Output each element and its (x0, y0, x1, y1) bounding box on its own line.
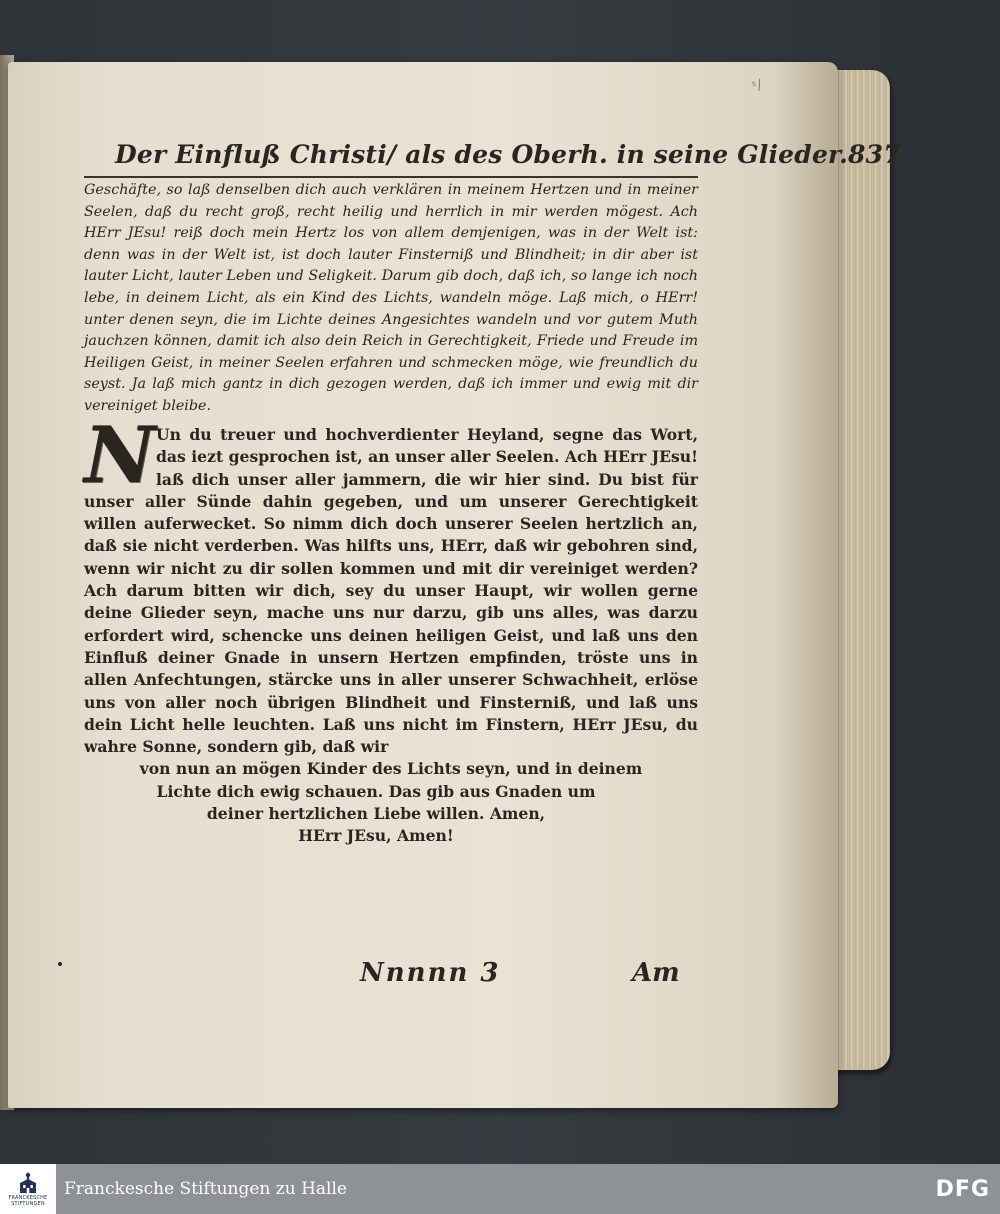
closing-prayer (84, 410, 698, 848)
logo-text-line-1: FRANCKESCHE (8, 1195, 48, 1201)
footer-bar (0, 1164, 1000, 1214)
dfg-logo[interactable]: DFG (935, 1176, 990, 1202)
prayer-paragraph: Geschäfte, so laß denselben dich auch verklären in meinem Hertzen und in meiner Seelen, daß du recht groß, recht heilig und herrlich in mir werden mögest. Ach HErr JEsu! reiß doch mein Hertz los von allem demjenigen, was in der Welt ist: denn was in der Welt ist, ist doch lauter Finsterniß und Blindheit; in dir aber ist lauter Licht, lauter Leben und Seligkeit. Darum gib doch, daß ich, so lange ich noch lebe, in deinem Licht, als ein Kind des Lichts, wandeln möge. Laß mich, o HErr! unter denen seyn, die im Lichte deines Angesichtes wandeln und vor gutem Muth jauchzen können, damit ich also dein Reich in Gerechtigkeit, Friede und Freude im Heiligen Geist, in meiner Seelen erfahren und schmecken möge, wie freundlich du seyst. Ja laß mich gantz in dich gezogen werden, daß ich immer und ewig mit dir vereiniget bleibe. (84, 182, 698, 414)
ink-speck (58, 962, 62, 966)
logo-text-line-2: STIFTUNGEN (11, 1201, 45, 1207)
drop-cap: N (84, 410, 156, 501)
closing-line-4: HErr JEsu, Amen! (298, 826, 454, 846)
catchword: Am (632, 958, 680, 988)
pencil-mark: ˢ/ (750, 76, 764, 96)
closing-line-2: Lichte dich ewig schauen. Das gib aus Gnaden um (156, 781, 596, 801)
closing-line-1: von nun an mögen Kinder des Lichts seyn, und in deinem (139, 759, 643, 779)
running-head (115, 138, 901, 172)
orphanage-building-icon (17, 1171, 39, 1195)
head-rule (84, 176, 698, 178)
footer-title: Franckesche Stiftungen zu Halle (64, 1179, 347, 1199)
closing-line-3: deiner hertzlichen Liebe willen. Amen, (206, 804, 546, 824)
signature-mark: Nnnnn 3 (360, 958, 501, 988)
closing-prayer-body: Un du treuer und hochverdienter Heyland, segne das Wort, das iezt gesprochen ist, an unser aller Seelen. Ach HErr JEsu! laß dich unser aller jammern, die wir hier sind. Du bist für unser aller Sünde dahin gegeben, und um unserer Gerechtigkeit willen auferwecket. So nimm dich doch unserer Seelen hertzlich an, daß sie nicht verderben. Was hilfts uns, HErr, daß wir gebohren sind, wenn wir nicht zu dir sollen kommen und mit dir vereiniget werden? Ach darum bitten wir dich, sey du unser Haupt, wir wollen gerne deine Glieder seyn, mache uns nur darzu, gib uns alles, was darzu erfordert wird, schencke uns deinen heiligen Geist, und laß uns den Einfluß deiner Gnade in unsern Hertzen empfinden, tröste uns in allen Anfechtungen, stärcke uns in aller unserer Schwachheit, erlöse uns von aller noch übrigen Blindheit und Finsterniß, und laß uns dein Licht helle leuchten. Laß uns nicht im Finstern, HErr JEsu, du wahre Sonne, sondern gib, daß wir (84, 425, 698, 757)
franckesche-logo[interactable] (0, 1164, 56, 1214)
running-head-title: Der Einfluß Christi/ als des Oberh. in seine Glieder. (115, 140, 849, 169)
page-number: 837 (848, 140, 901, 169)
